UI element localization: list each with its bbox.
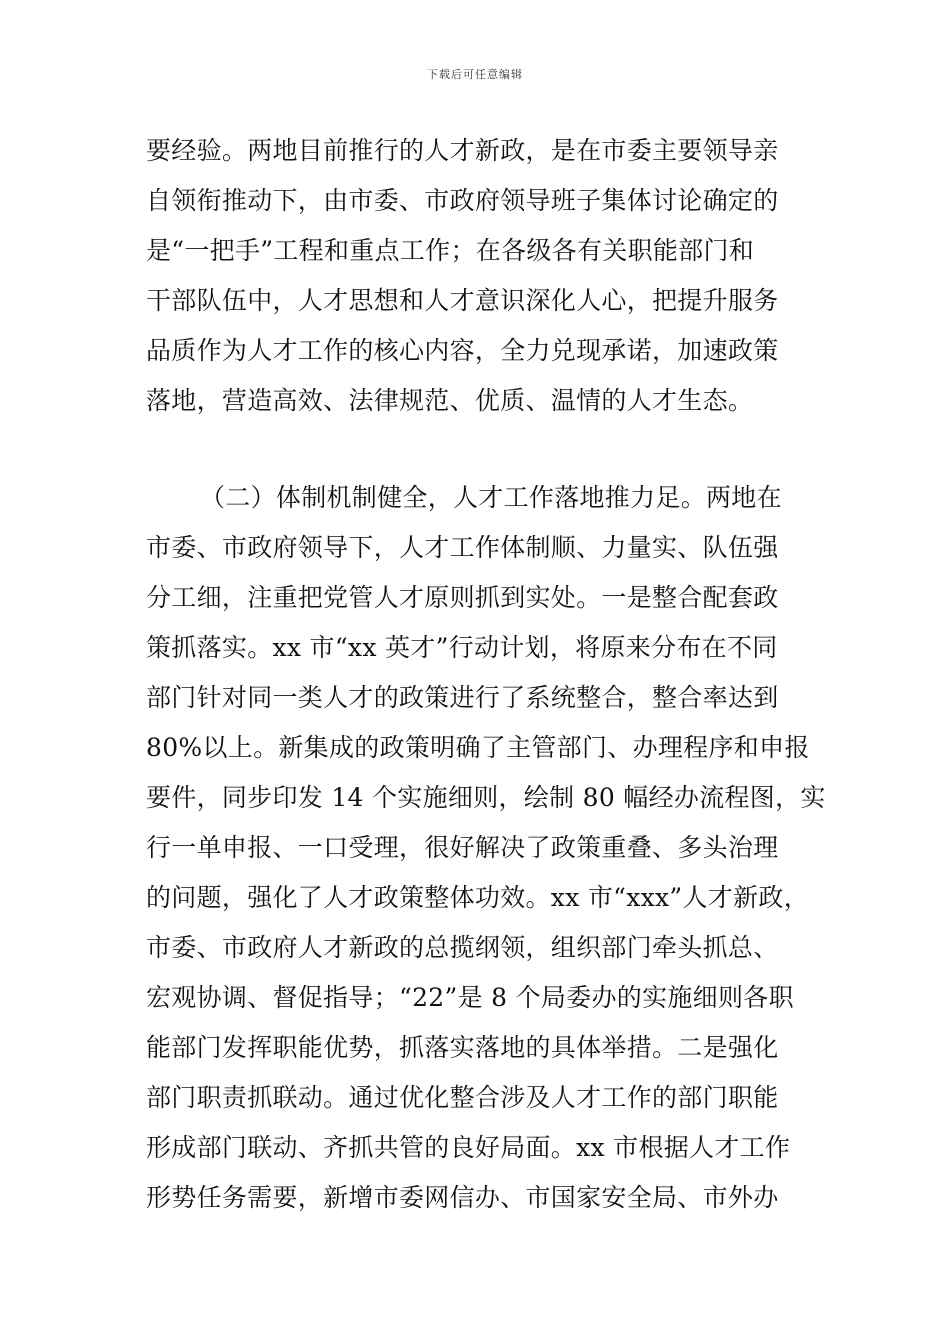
text-line: 市委、市政府领导下，人才工作体制顺、力量实、队伍强 [146, 533, 779, 562]
text-line: 干部队伍中，人才思想和人才意识深化人心，把提升服务 [146, 286, 779, 315]
text-line: 落地，营造高效、法律规范、优质、温情的人才生态。 [146, 386, 754, 415]
text-line: 自领衔推动下，由市委、市政府领导班子集体讨论确定的 [146, 186, 779, 215]
text-line: 形成部门联动、齐抓共管的良好局面。xx 市根据人才工作 [146, 1133, 791, 1162]
text-line: 分工细，注重把党管人才原则抓到实处。一是整合配套政 [146, 583, 779, 612]
text-line: 能部门发挥职能优势，抓落实落地的具体举措。二是强化 [146, 1033, 779, 1062]
text-line: 80%以上。新集成的政策明确了主管部门、办理程序和申报 [146, 733, 810, 762]
page-header: 下载后可任意编辑 [427, 68, 523, 81]
text-line: 要经验。两地目前推行的人才新政，是在市委主要领导亲 [146, 136, 779, 165]
paragraph-1 [146, 126, 816, 426]
text-line: 的问题，强化了人才政策整体功效。xx 市“xxx”人才新政， [146, 883, 810, 912]
text-line: 部门针对同一类人才的政策进行了系统整合，整合率达到 [146, 683, 779, 712]
text-line: 品质作为人才工作的核心内容，全力兑现承诺，加速政策 [146, 336, 779, 365]
text-line: 要件，同步印发 14 个实施细则，绘制 80 幅经办流程图，实 [146, 783, 826, 812]
paragraph-2 [146, 473, 826, 1223]
text-line: 宏观协调、督促指导；“22”是 8 个局委办的实施细则各职 [146, 983, 794, 1012]
text-line: 部门职责抓联动。通过优化整合涉及人才工作的部门职能 [146, 1083, 779, 1112]
text-line: 是“一把手”工程和重点工作；在各级各有关职能部门和 [146, 236, 755, 265]
text-line: 形势任务需要，新增市委网信办、市国家安全局、市外办 [146, 1183, 779, 1212]
text-line: （二）体制机制健全，人才工作落地推力足。两地在 [200, 483, 782, 512]
text-line: 行一单申报、一口受理，很好解决了政策重叠、多头治理 [146, 833, 779, 862]
text-line: 市委、市政府人才新政的总揽纲领，组织部门牵头抓总、 [146, 933, 779, 962]
text-line: 策抓落实。xx 市“xx 英才”行动计划，将原来分布在不同 [146, 633, 778, 662]
